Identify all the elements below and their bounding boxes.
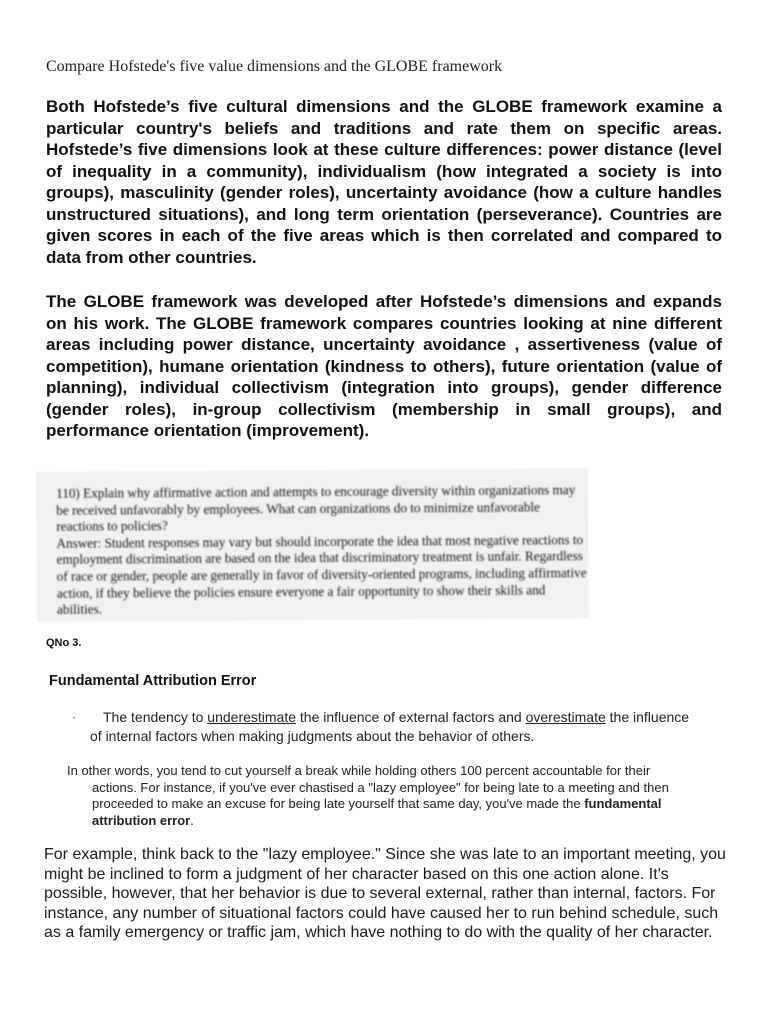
bullet-marker: · [72,710,76,724]
scanned-excerpt-image [36,468,589,622]
question-number: QNo 3. [46,637,82,649]
overestimate-term: overestimate [525,709,606,725]
definition-bullet [90,708,690,746]
scanned-question: 110) Explain why affirmative action and attempts to encourage diversity within organizations may be received unfavorably by employees. What can organizations do to minimize unfavorable reactions to policies? [56,482,576,535]
bullet-text-before: The tendency to [103,709,208,725]
fae-bold-term: fundamental attribution error [92,796,662,828]
bullet-text-middle: the influence of external factors and [296,709,526,725]
other-words-block [67,763,707,829]
example-paragraph: For example, think back to the "lazy employee." Since she was late to an important meeting, you might be inclined to form a judgment of her character based on this one action alone. It's possible, however, that her behavior is due to several external, rather than internal, factors. For instance, any number of situational factors could have caused her to run behind schedule, such as a family emergency or traffic jam, which have nothing to do with the quality of her character. [44,846,726,941]
bullet-text-after: the influence of internal factors when making judgments about the behavior of others. [90,709,690,744]
other-words-rest: actions. For instance, if you've ever chastised a "lazy employee" for being late to a meeting and then proceeded to make an excuse for being late yourself that same day, you've made the [92,779,669,812]
section-title: Fundamental Attribution Error [49,673,257,689]
underestimate-term: underestimate [207,709,297,725]
other-words-rest-wrap [67,780,707,830]
other-words-lead: In other words, you tend to cut yourself a break while holding others 100 percent accountable for their [67,763,651,778]
scanned-excerpt-text [56,482,587,618]
other-words-end: . [190,812,194,828]
scanned-answer: Answer: Student responses may vary but should incorporate the idea that most negative reactions to employment discrimination are based on the idea that discriminatory treatment is unfair. Regardless of race or gender, people are generally in favor of diversity-oriented programs, including affirmative action, if they believe the policies ensure everyone a fair opportunity to show their skills and abilities. [56,531,587,618]
globe-paragraph: The GLOBE framework was developed after Hofstede’s dimensions and expands on his work. The GLOBE framework compares countries looking at nine different areas including power distance, uncertainty avoidance , assertiveness (value of competition), humane orientation (kindness to others), future orientation (value of planning), individual collectivism (integration into groups), gender difference (gender roles), in-group collectivism (membership in small groups), and performance orientation (improvement). [46,292,722,440]
document-heading: Compare Hofstede's five value dimensions and the GLOBE framework [46,58,503,75]
hofstede-paragraph: Both Hofstede’s five cultural dimensions and the GLOBE framework examine a particular country's beliefs and traditions and rate them on specific areas. Hofstede’s five dimensions look at these culture differences: power distance (level of inequality in a community), individualism (how integrated a society is into groups), masculinity (gender roles), uncertainty avoidance (how a culture handles unstructured situations), and long term orientation (perseverance). Countries are given scores in each of the five areas which is then correlated and compared to data from other countries. [46,97,722,267]
